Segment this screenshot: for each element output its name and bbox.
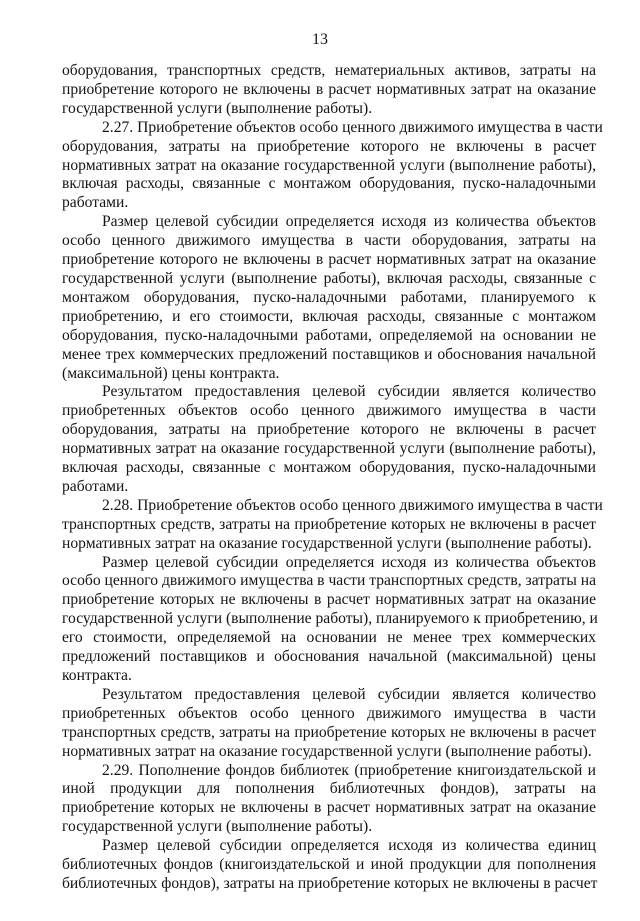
text-line: Размер целевой субсидии определяется исходя из количества единиц (102, 837, 596, 855)
text-line: приобретение которых не включены в расчет нормативных затрат на оказание (62, 799, 596, 817)
text-line: нормативных затрат на оказание государственной услуги (выполнение работы). (62, 742, 592, 760)
text-line: работами. (62, 477, 129, 495)
text-line: 2.28. Приобретение объектов особо ценного движимого имущества в части (102, 496, 603, 514)
text-line: нормативных затрат на оказание государственной услуги (выполнение работы). (62, 534, 592, 552)
text-line: 2.29. Пополнение фондов библиотек (приобретение книгоиздательской и (102, 761, 596, 779)
text-line: монтажом оборудования, пуско-наладочными работами, планируемого к (62, 288, 596, 306)
text-line: государственной услуги (выполнение работы), включая расходы, связанные с (62, 269, 596, 287)
text-line: приобретение которых не включены в расчет нормативных затрат на оказание (62, 591, 596, 609)
text-line: работами. (62, 194, 129, 212)
text-line: транспортных средств, затраты на приобретение которых не включены в расчет (62, 515, 596, 533)
text-line: оборудования, пуско-наладочными работами, определяемой на основании не (62, 326, 596, 344)
text-line: библиотечных фондов), затраты на приобретение которых не включены в расчет (62, 874, 598, 892)
text-line: государственной услуги (выполнение работы). (62, 818, 373, 836)
text-line: особо ценного движимого имущества в части оборудования, затраты на (62, 232, 596, 250)
text-line: государственной услуги (выполнение работы), планируемого к приобретению, и (62, 610, 598, 628)
text-line: оборудования, затраты на приобретение которого не включены в расчет (62, 137, 596, 155)
text-line: оборудования, затраты на приобретение которого не включены в расчет (62, 421, 596, 439)
text-line: транспортных средств, затраты на приобретение которых не включены в расчет (62, 723, 596, 741)
text-line: особо ценного движимого имущества в части транспортных средств, затраты на (62, 572, 596, 590)
document-body (62, 62, 603, 894)
text-line: приобретенных объектов особо ценного движимого имущества в части (62, 402, 596, 420)
text-line: включая расходы, связанные с монтажом оборудования, пуско-наладочными (62, 175, 596, 193)
text-line: нормативных затрат на оказание государственной услуги (выполнение работы), (62, 156, 596, 174)
text-line: Результатом предоставления целевой субсидии является количество (102, 685, 596, 703)
page-number: 13 (312, 31, 328, 48)
text-line: Размер целевой субсидии определяется исходя из количества объектов (102, 213, 596, 231)
text-line: Размер целевой субсидии определяется исходя из количества объектов (102, 553, 596, 571)
text-line: оборудования, транспортных средств, нематериальных активов, затраты на (62, 62, 596, 79)
text-line: (максимальной) цены контракта. (62, 364, 280, 382)
text-line: менее трех коммерческих предложений поставщиков и обоснования начальной (62, 345, 596, 363)
text-line: приобретение которого не включены в расчет нормативных затрат на оказание (62, 251, 596, 269)
text-line: библиотечных фондов (книгоиздательской и иной продукции для пополнения (62, 856, 596, 874)
text-line: приобретение которого не включены в расчет нормативных затрат на оказание (62, 80, 596, 98)
text-line: Результатом предоставления целевой субсидии является количество (102, 383, 596, 401)
text-line: иной продукции для пополнения библиотечных фондов), затраты на (62, 780, 596, 798)
text-line: включая расходы, связанные с монтажом оборудования, пуско-наладочными (62, 459, 596, 477)
text-line: 2.27. Приобретение объектов особо ценного движимого имущества в части (102, 118, 603, 136)
text-line: предложений поставщиков и обоснования начальной (максимальной) цены (62, 648, 596, 666)
text-line: нормативных затрат на оказание государственной услуги (выполнение работы), (62, 440, 596, 458)
text-line: приобретенных объектов особо ценного движимого имущества в части (62, 704, 596, 722)
text-line: его стоимости, определяемой на основании не менее трех коммерческих (62, 629, 596, 647)
text-line: приобретению, и его стоимости, включая расходы, связанные с монтажом (62, 307, 596, 325)
text-line: контракта. (62, 667, 132, 684)
text-line: государственной услуги (выполнение работы). (62, 99, 373, 117)
